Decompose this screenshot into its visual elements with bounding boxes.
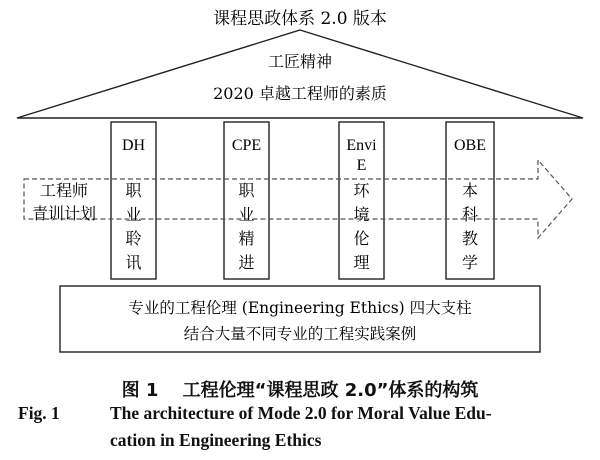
figure-caption-english [18,400,588,454]
pillar-envie-char-3: 伦 [353,229,370,248]
pillar-dh-char-2: 业 [125,205,142,224]
pillar-obe-char-3: 教 [461,229,479,248]
figure-caption-english-line2: cation in Engineering Ethics [110,430,322,450]
pillar-dh-char-1: 职 [125,181,142,200]
pillar-cpe-header: CPE [231,137,262,154]
pillar-cpe-char-1: 职 [238,181,255,200]
pillar-obe-char-4: 学 [461,253,479,272]
base-label-line2: 结合大量不同专业的工程实践案例 [183,325,417,343]
pillar-obe-char-2: 科 [461,205,479,224]
pillar-cpe-char-3: 精 [238,229,255,248]
roof-triangle [17,30,583,118]
figure-caption-chinese: 图 1 工程伦理“课程思政 2.0”体系的构筑 [121,380,479,401]
system-title: 课程思政体系 2.0 版本 [213,9,387,29]
pillar-envie-header-line2: E [356,157,367,174]
figure-number: Fig. 1 [18,403,60,423]
arrow-label-line2: 青训计划 [31,204,97,223]
figure-caption-english-line1: The architecture of Mode 2.0 for Moral Value Edu- [110,403,492,423]
pillar-dh-char-4: 讯 [125,253,142,272]
pillar-dh-header: DH [121,137,146,154]
pillar-envie-char-1: 环 [353,181,370,200]
roof-label-craftsmanship: 工匠精神 [267,52,333,71]
pillar-dh-char-3: 聆 [125,229,142,248]
pillar-obe-header: OBE [454,137,486,154]
pillar-envie-header: Envi [346,137,377,154]
pillar-envie-char-4: 理 [353,253,370,272]
roof-label-excellent-engineer: 2020 卓越工程师的素质 [213,84,387,103]
arrow-label-line1: 工程师 [39,181,89,200]
pillar-obe-char-1: 本 [461,181,479,200]
pillar-envie-char-2: 境 [353,205,370,224]
pillar-cpe-char-2: 业 [238,205,255,224]
base-label-line1: 专业的工程伦理 (Engineering Ethics) 四大支柱 [128,299,472,317]
pillar-cpe-char-4: 进 [238,253,255,272]
